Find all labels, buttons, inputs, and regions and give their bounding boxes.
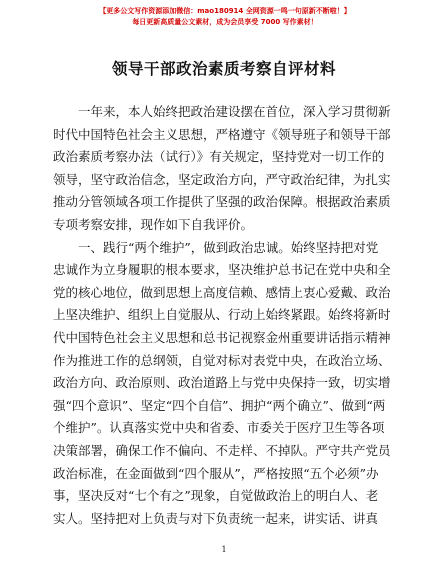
body-line: 专项考察安排，现作如下自我评价。 (53, 216, 254, 232)
body-line: 个维护”。认真落实党中央和省委、市委关于医疗卫生等各项 (53, 420, 385, 436)
body-line: 党的核心地位，做到思想上高度信赖、感情上衷心爱戴、政治 (53, 284, 391, 300)
promo-banner-line-1: 【更多公文写作资源添加微信：mao180914 全网资源一鸣一句原新不断啦！】 (99, 7, 351, 15)
body-line: 政治素质考察办法（试行）》有关规定，坚持党对一切工作的 (53, 149, 385, 165)
body-line: 时代中国特色社会主义思想，严格遵守《领导班子和领导干部 (53, 126, 391, 142)
body-line: 决策部署，确保工作不偏向、不走样、不掉队。严守共产党员 (53, 442, 391, 458)
body-line: 推动分管领域各项工作提供了坚强的政治保障。根据政治素质 (53, 194, 391, 210)
body-line: 领导，坚守政治信念，坚定政治方向，严守政治纪律，为扎实 (53, 171, 391, 187)
body-line: 代中国特色社会主义思想和总书记视察金州重要讲话指示精神 (53, 329, 391, 345)
body-line: 上坚决维护、组织上自觉服从、行动上始终紧跟。始终将新时 (53, 307, 391, 323)
body-line: 忠诚作为立身履职的根本要求，坚决维护总书记在党中央和全 (53, 262, 391, 278)
body-line: 作为推进工作的总纲领，自觉对标对表党中央，在政治立场、 (53, 352, 391, 368)
promo-banner (60, 6, 390, 28)
body-line: 强“四个意识”、坚定“四个自信”、拥护“两个确立”、做到“两 (53, 397, 386, 413)
body-line: 政治标准，在金面做到“四个服从”，严格按照“五个必须”办 (53, 465, 379, 481)
body-line: 政治方向、政治原则、政治道路上与党中央保持一致，切实增 (53, 375, 391, 391)
body-line: 一、践行“两个维护”，做到政治忠诚。始终坚持把对党 (53, 239, 379, 255)
body-line: 事，坚决反对“七个有之”现象，自觉做政治上的明白人、老 (53, 488, 379, 504)
body-line: 一年来，本人始终把政治建设摆在首位，深入学习贯彻新 (53, 104, 391, 119)
page-number: 1 (221, 545, 227, 554)
document-title: 领导干部政治素质考察自评材料 (111, 59, 336, 78)
body-line: 实人。坚持把对上负责与对下负责统一起来，讲实话、讲真 (53, 510, 379, 526)
promo-banner-line-2: 每日更新高质量公文素材，成为会员享受 7000 写作素材！ (132, 18, 318, 26)
document-body (53, 101, 399, 530)
